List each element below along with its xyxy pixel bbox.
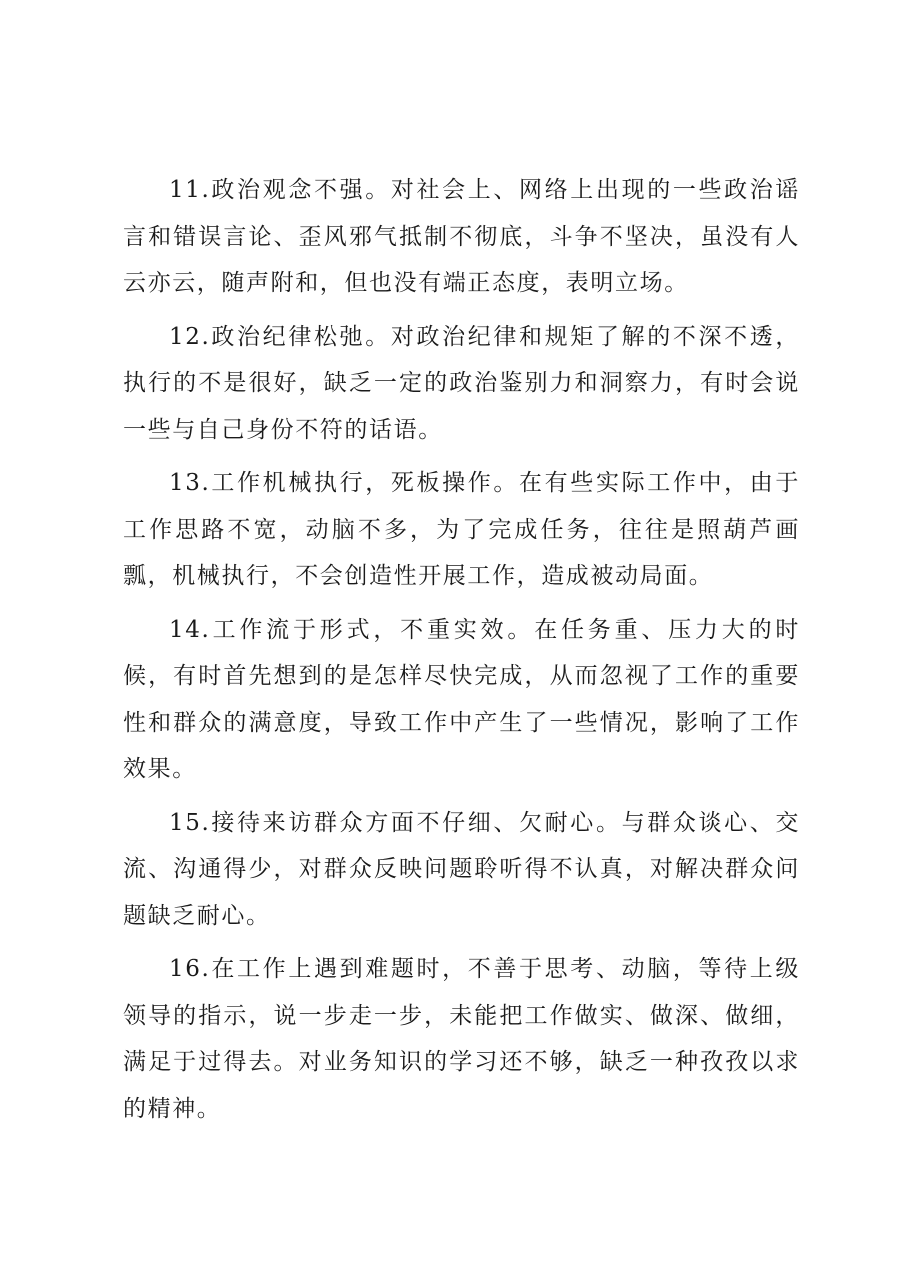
- paragraph-16: 16.在工作上遇到难题时，不善于思考、动脑，等待上级领导的指示，说一步走一步，未能把工作做实、做深、做细，满足于过得去。对业务知识的学习还不够，缺乏一种孜孜以求的精神。: [123, 956, 800, 1122]
- paragraph-11: 11.政治观念不强。对社会上、网络上出现的一些政治谣言和错误言论、歪风邪气抵制不彻底，斗争不坚决，虽没有人云亦云，随声附和，但也没有端正态度，表明立场。: [123, 177, 800, 296]
- paragraph-12: 12.政治纪律松弛。对政治纪律和规矩了解的不深不透，执行的不是很好，缺乏一定的政治鉴别力和洞察力，有时会说一些与自己身份不符的话语。: [123, 323, 800, 443]
- paragraph-13: 13.工作机械执行，死板操作。在有些实际工作中，由于工作思路不宽，动脑不多，为了完成任务，往往是照葫芦画瓢，机械执行，不会创造性开展工作，造成被动局面。: [123, 470, 800, 589]
- paragraph-15: 15.接待来访群众方面不仔细、欠耐心。与群众谈心、交流、沟通得少，对群众反映问题聆听得不认真，对解决群众问题缺乏耐心。: [123, 809, 800, 929]
- paragraph-14: 14.工作流于形式，不重实效。在任务重、压力大的时候，有时首先想到的是怎样尽快完成，从而忽视了工作的重要性和群众的满意度，导致工作中产生了一些情况，影响了工作效果。: [123, 616, 800, 782]
- document-body: [123, 167, 800, 1132]
